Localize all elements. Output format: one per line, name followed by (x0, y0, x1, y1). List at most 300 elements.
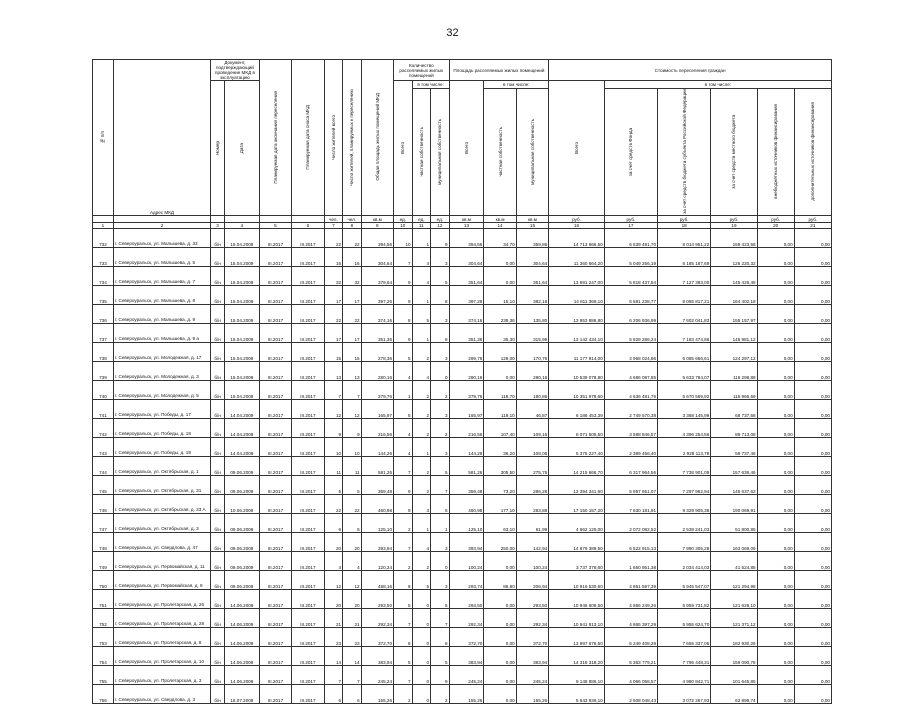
table-cell: 379,76 (449, 381, 484, 400)
table-cell: б/н (211, 381, 225, 400)
table-cell: 73,20 (484, 476, 516, 495)
unit-cell: руб. (604, 216, 657, 223)
table-cell: 23 (324, 628, 343, 647)
table-cell: 119,10 (484, 400, 516, 419)
address-cell: г. Североуральск, ул. Молодежная, д. 5 (113, 381, 210, 400)
table-cell: 5 (412, 305, 431, 324)
unit-cell (259, 216, 291, 223)
table-cell: 146 637,62 (711, 476, 757, 495)
table-cell: 17 (343, 324, 362, 343)
table-cell: 6 (324, 514, 343, 533)
table-cell: 1 (412, 286, 431, 305)
address-cell: г. Североуральск, ул. Малышева, д. 9 (113, 305, 210, 324)
table-cell: 35,30 (484, 324, 516, 343)
table-cell: б/н (211, 590, 225, 609)
table-cell: III.2017 (292, 362, 324, 381)
table-cell: III.2017 (292, 248, 324, 267)
table-cell: 107,40 (484, 419, 516, 438)
table-cell: 7 (431, 476, 450, 495)
table-cell: 4 396 254,56 (658, 419, 711, 438)
address-cell: г. Североуральск, ул. Октябрьская, д. 1 (113, 457, 210, 476)
table-cell: 206,94 (516, 571, 548, 590)
table-cell: 15 (343, 343, 362, 362)
table-cell: 0,00 (757, 286, 794, 305)
table-cell: 6 085 666,61 (658, 343, 711, 362)
table-cell: 116 298,88 (711, 362, 757, 381)
table-cell: III.2017 (292, 419, 324, 438)
table-cell: 304,64 (449, 248, 484, 267)
table-cell: 3 737 378,60 (549, 552, 605, 571)
table-cell: 09.06.2009 (225, 476, 260, 495)
table-cell: 6 249 408,28 (604, 628, 657, 647)
table-cell: 7 297 962,94 (658, 476, 711, 495)
column-index-cell: 2 (113, 223, 210, 229)
header-residents: Число жителей всего (324, 60, 343, 216)
table-cell: 4 (343, 552, 362, 571)
column-index-cell: 4 (225, 223, 260, 229)
table-cell: 0,00 (757, 267, 794, 286)
table-cell: 0,00 (757, 381, 794, 400)
table-cell: 743 (93, 438, 114, 457)
table-cell: 278,36 (361, 343, 393, 362)
table-cell: 155,26 (361, 685, 393, 704)
table-cell: 2 072 082,52 (604, 514, 657, 533)
table-cell: 5 (412, 571, 431, 590)
table-cell: 12 (343, 571, 362, 590)
table-cell: 460,98 (361, 495, 393, 514)
table-cell: 379,64 (361, 267, 393, 286)
table-cell: 159 090,78 (711, 647, 757, 666)
table-row (93, 286, 832, 305)
table-cell: 0,00 (794, 571, 831, 590)
table-cell: III.2017 (259, 400, 291, 419)
table-cell: III.2017 (292, 476, 324, 495)
header-area-group: Площадь расселяемых жилых помещений (449, 60, 549, 81)
table-cell: 108,06 (516, 438, 548, 457)
table-cell: 165,97 (449, 400, 484, 419)
table-cell: 0,00 (757, 324, 794, 343)
table-cell: 7 183 474,86 (658, 324, 711, 343)
table-cell: 15.04.2009 (225, 267, 260, 286)
table-cell: б/н (211, 438, 225, 457)
table-cell: 20 (343, 533, 362, 552)
table-cell: 51 800,85 (711, 514, 757, 533)
table-cell: 379,76 (361, 381, 393, 400)
table-cell: 09.06.2009 (225, 457, 260, 476)
table-cell: 17 150 157,20 (549, 495, 605, 514)
table-row (93, 324, 832, 343)
table-cell: 372,70 (361, 628, 393, 647)
header-cost-extra: внебюджетных источников финансирования (757, 89, 794, 216)
table-cell: 2 034 414,03 (658, 552, 711, 571)
table-cell: 5 959 731,82 (658, 590, 711, 609)
table-cell: 750 (93, 571, 114, 590)
table-cell: 11 360 664,20 (549, 248, 605, 267)
table-cell: 3 (431, 400, 450, 419)
table-row (93, 381, 832, 400)
table-cell: 755 (93, 666, 114, 685)
table-cell: 4 866 249,26 (604, 590, 657, 609)
table-cell: 9 (394, 324, 413, 343)
table-cell: 120,24 (361, 552, 393, 571)
table-cell: 745 (93, 476, 114, 495)
table-cell: III.2017 (292, 628, 324, 647)
table-cell: 2 (431, 381, 450, 400)
table-cell: 0,00 (757, 685, 794, 704)
unit-cell: руб. (794, 216, 831, 223)
table-cell: 10 (324, 438, 343, 457)
table-cell: 0,00 (794, 286, 831, 305)
table-cell: 12 (343, 400, 362, 419)
column-index-cell: 8 (343, 223, 362, 229)
table-cell: 9 (343, 419, 362, 438)
header-cost-regional: за счет средств бюджета субъекта Российской Федерации (658, 89, 711, 216)
table-cell: 6 (431, 495, 450, 514)
table-cell: б/н (211, 305, 225, 324)
table-cell: 15.04.2009 (225, 248, 260, 267)
table-cell: 157 636,46 (711, 457, 757, 476)
table-cell: 3 (431, 248, 450, 267)
table-cell: 9 (394, 476, 413, 495)
table-cell: б/н (211, 571, 225, 590)
table-cell: 0,00 (794, 476, 831, 495)
table-cell: 20 (324, 533, 343, 552)
table-cell: 732 (93, 229, 114, 248)
table-cell: 5 643 936,10 (549, 685, 605, 704)
table-cell: 46,87 (516, 400, 548, 419)
table-cell: 752 (93, 609, 114, 628)
table-cell: 101 645,85 (711, 666, 757, 685)
table-cell: 0,00 (794, 229, 831, 248)
table-cell: 238,36 (484, 305, 516, 324)
table-cell: 3 368 145,99 (658, 400, 711, 419)
table-cell: 100,24 (449, 552, 484, 571)
table-cell: 145 981,12 (711, 324, 757, 343)
table-cell: 0,00 (794, 552, 831, 571)
table-cell: 374,16 (361, 305, 393, 324)
table-cell: 10 351 978,60 (549, 381, 605, 400)
table-cell: III.2017 (259, 590, 291, 609)
address-cell: г. Североуральск, ул. Пролетарская, д. 10 (113, 647, 210, 666)
table-cell: 4 662 125,00 (549, 514, 605, 533)
table-cell: 299,76 (449, 343, 484, 362)
table-cell: 10 916 530,60 (549, 571, 605, 590)
table-cell: 5 (394, 343, 413, 362)
table-cell: III.2017 (292, 514, 324, 533)
table-cell: 0,00 (484, 647, 516, 666)
table-cell: 351,64 (449, 267, 484, 286)
table-cell: 5 818 437,54 (604, 267, 657, 286)
table-cell: 100,24 (516, 552, 548, 571)
table-cell: 5 (394, 647, 413, 666)
address-cell: г. Североуральск, ул. Свердлова, д. 47 (113, 533, 210, 552)
header-area-municipal: муниципальная собственность (516, 89, 548, 216)
address-cell: г. Североуральск, ул. Пролетарская, д. 28 (113, 609, 210, 628)
table-row (93, 400, 832, 419)
table-cell: 0,00 (757, 476, 794, 495)
table-cell: б/н (211, 324, 225, 343)
table-cell: 245,24 (516, 666, 548, 685)
column-index-cell: 10 (394, 223, 413, 229)
table-cell: 749 (93, 552, 114, 571)
address-cell: г. Североуральск, ул. Октябрьская, д. 3 (113, 514, 210, 533)
table-cell: 0 (412, 666, 431, 685)
table-cell: 0,00 (794, 666, 831, 685)
table-cell: 0,00 (757, 571, 794, 590)
table-cell: 2 (412, 400, 431, 419)
table-cell: б/н (211, 514, 225, 533)
column-index-cell: 14 (484, 223, 516, 229)
table-cell: 36,20 (484, 438, 516, 457)
table-cell: 2 389 456,40 (604, 438, 657, 457)
column-index-cell: 19 (711, 223, 757, 229)
table-row (93, 476, 832, 495)
table-row (93, 647, 832, 666)
table-cell: 304,64 (516, 248, 548, 267)
table-cell: 245,24 (361, 666, 393, 685)
table-row (93, 248, 832, 267)
table-cell: 383,94 (516, 647, 548, 666)
table-cell: 0,00 (484, 362, 516, 381)
table-cell: 383,94 (361, 647, 393, 666)
table-cell: 7 630 181,91 (604, 495, 657, 514)
unit-cell: кв.м (516, 216, 548, 223)
table-cell: III.2017 (292, 609, 324, 628)
table-cell: III.2017 (292, 400, 324, 419)
table-cell: 0,00 (794, 438, 831, 457)
address-cell: г. Североуральск, ул. Первомайская, д. 11 (113, 552, 210, 571)
address-cell: г. Североуральск, ул. Малышева, д. 33 (113, 229, 210, 248)
table-cell: 3 (431, 571, 450, 590)
table-cell: 10 (343, 438, 362, 457)
address-cell: г. Североуральск, ул. Малышева, д. 8 (113, 286, 210, 305)
table-cell: 280,16 (449, 362, 484, 381)
table-cell: 6 185 187,69 (658, 248, 711, 267)
table-cell: 216,56 (449, 419, 484, 438)
header-cost-local: за счет средств местного бюджета (711, 89, 757, 216)
table-cell: 742 (93, 419, 114, 438)
table-cell: б/н (211, 343, 225, 362)
table-cell: 4 980 842,71 (658, 666, 711, 685)
table-cell: 0,00 (757, 419, 794, 438)
table-cell: 293,50 (361, 590, 393, 609)
table-cell: 2 (412, 552, 431, 571)
table-cell: III.2017 (259, 609, 291, 628)
table-cell: 10 941 813,10 (549, 609, 605, 628)
table-cell: 14.06.2009 (225, 647, 260, 666)
table-cell: 0,00 (484, 552, 516, 571)
table-cell: 383,94 (449, 647, 484, 666)
table-cell: 16 (343, 248, 362, 267)
table-cell: 20 (324, 590, 343, 609)
column-index-cell: 16 (549, 223, 605, 229)
table-cell: 460,98 (449, 495, 484, 514)
table-cell: 182 930,26 (711, 628, 757, 647)
table-cell: 11 (343, 457, 362, 476)
column-index-cell: 5 (259, 223, 291, 229)
table-cell: III.2017 (259, 324, 291, 343)
column-index-cell: 3 (211, 223, 225, 229)
table-cell: 748 (93, 533, 114, 552)
table-cell: 2 538 241,03 (658, 514, 711, 533)
table-cell: 0,00 (757, 666, 794, 685)
table-row (93, 267, 832, 286)
table-cell: III.2017 (259, 571, 291, 590)
table-cell: 09.06.2009 (225, 571, 260, 590)
table-cell: 129,00 (484, 343, 516, 362)
table-cell: 397,26 (361, 286, 393, 305)
address-cell: г. Североуральск, ул. Молодежная, д. 3 (113, 362, 210, 381)
unit-cell: кв.м (484, 216, 516, 223)
table-cell: 5 670 569,92 (658, 381, 711, 400)
table-cell: 5 633 784,07 (658, 362, 711, 381)
table-row (93, 495, 832, 514)
table-cell: III.2017 (292, 438, 324, 457)
address-cell: г. Североуральск, ул. Победы, д. 19 (113, 438, 210, 457)
table-cell: 359,48 (361, 476, 393, 495)
table-cell: 22 (343, 495, 362, 514)
table-cell: 2 508 048,43 (604, 685, 657, 704)
header-doc-group: Документ, подтверждающий проведение МКД в эксплуатацию (211, 60, 260, 81)
address-cell: г. Североуральск, ул. Малышева, д. 7 (113, 267, 210, 286)
table-cell: 14 318 318,20 (549, 647, 605, 666)
table-cell: б/н (211, 248, 225, 267)
table-cell: 4 (394, 438, 413, 457)
table-cell: 32 (324, 267, 343, 286)
column-index-cell: 21 (794, 223, 831, 229)
header-cost-extra2: дополнительных источников финансирования (794, 89, 831, 216)
table-cell: III.2017 (259, 267, 291, 286)
table-cell: 17 (324, 324, 343, 343)
table-cell: III.2017 (292, 533, 324, 552)
table-cell: III.2017 (292, 286, 324, 305)
table-cell: 488,16 (361, 571, 393, 590)
table-cell: б/н (211, 229, 225, 248)
table-cell: 292,34 (516, 609, 548, 628)
table-cell: III.2017 (259, 362, 291, 381)
address-cell: г. Североуральск, ул. Пролетарская, д. 26 (113, 590, 210, 609)
table-cell: III.2017 (292, 229, 324, 248)
table-cell: 0,00 (757, 362, 794, 381)
table-cell: 315,96 (516, 324, 548, 343)
table-cell: 0,00 (794, 248, 831, 267)
table-cell: 0,00 (794, 381, 831, 400)
table-cell: 22 (324, 229, 343, 248)
table-cell: 13 897 676,50 (549, 628, 605, 647)
address-cell: г. Североуральск, ул. Победы, д. 18 (113, 419, 210, 438)
unit-cell: кв.м (449, 216, 484, 223)
header-cost-total: Всего (549, 81, 605, 216)
address-cell: г. Североуральск, ул. Молодежная, д. 17 (113, 343, 210, 362)
table-cell: 1 (412, 438, 431, 457)
address-cell: г. Североуральск, ул. Октябрьская, д. 31 (113, 476, 210, 495)
table-cell: 11 (324, 457, 343, 476)
table-cell: 0,00 (794, 305, 831, 324)
table-cell: 0,00 (484, 666, 516, 685)
table-cell: 5 (343, 476, 362, 495)
table-cell: III.2017 (292, 666, 324, 685)
column-index-cell: 15 (516, 223, 548, 229)
table-cell: III.2017 (259, 286, 291, 305)
table-cell: III.2017 (259, 647, 291, 666)
table-cell: 737 (93, 324, 114, 343)
table-cell: 738 (93, 343, 114, 362)
unit-cell: чел. (343, 216, 362, 223)
table-row (93, 628, 832, 647)
table-cell: 351,36 (361, 324, 393, 343)
table-cell: 34,70 (484, 229, 516, 248)
table-cell: 4 (412, 248, 431, 267)
table-cell: III.2017 (292, 457, 324, 476)
table-cell: 7 (394, 533, 413, 552)
column-index-cell: 11 (412, 223, 431, 229)
table-row (93, 666, 832, 685)
table-cell: б/н (211, 628, 225, 647)
header-count-group: Количество расселяемых жилых помещений (394, 60, 450, 81)
table-cell: 581,26 (361, 457, 393, 476)
table-cell: 7 (394, 248, 413, 267)
table-cell: 275,76 (516, 457, 548, 476)
table-cell: 4 851 597,39 (604, 571, 657, 590)
table-cell: III.2017 (259, 666, 291, 685)
table-cell: 394,56 (361, 229, 393, 248)
table-cell: 9 (394, 267, 413, 286)
table-cell: 0,00 (757, 533, 794, 552)
header-docno: Номер (211, 81, 225, 216)
table-cell: 7 602 041,83 (658, 305, 711, 324)
table-cell: 115 966,59 (711, 381, 757, 400)
table-cell: 2 749 570,38 (604, 400, 657, 419)
table-cell: 746 (93, 495, 114, 514)
table-cell: б/н (211, 533, 225, 552)
table-cell: 293,50 (516, 590, 548, 609)
table-cell: 7 (324, 381, 343, 400)
header-cost-sub: в том числе: (604, 81, 831, 89)
column-index-cell: 18 (658, 223, 711, 229)
table-cell: 180,86 (516, 381, 548, 400)
table-cell: III.2017 (292, 685, 324, 704)
unit-cell: руб. (658, 216, 711, 223)
header-count-private: частная собственность (412, 89, 431, 216)
address-cell: г. Североуральск, ул. Малышева, д. 9 а (113, 324, 210, 343)
table-cell: 3 (431, 305, 450, 324)
table-cell: 293,50 (449, 590, 484, 609)
table-cell: 13 142 434,10 (549, 324, 605, 343)
table-row (93, 514, 832, 533)
table-cell: 89 713,08 (711, 419, 757, 438)
table-cell: III.2017 (292, 267, 324, 286)
table-cell: 359,48 (449, 476, 484, 495)
table-cell: 0,00 (794, 533, 831, 552)
table-cell: 22 (324, 305, 343, 324)
table-cell: 2 (412, 457, 431, 476)
table-cell: 4 (394, 362, 413, 381)
table-cell: 2 (412, 343, 431, 362)
header-count-municipal: муниципальная собственность (431, 89, 450, 216)
table-cell: 0,00 (794, 324, 831, 343)
table-cell: 5 375 227,40 (549, 438, 605, 457)
table-cell: 0,00 (794, 628, 831, 647)
table-cell: 0,00 (757, 457, 794, 476)
table-cell: 0,00 (484, 685, 516, 704)
table-cell: III.2017 (259, 685, 291, 704)
table-cell: 7 990 305,28 (658, 533, 711, 552)
table-cell: б/н (211, 286, 225, 305)
table-cell: 163 069,09 (711, 533, 757, 552)
table-cell: 0,00 (484, 609, 516, 628)
table-cell: б/н (211, 647, 225, 666)
table-cell: 0 (412, 609, 431, 628)
